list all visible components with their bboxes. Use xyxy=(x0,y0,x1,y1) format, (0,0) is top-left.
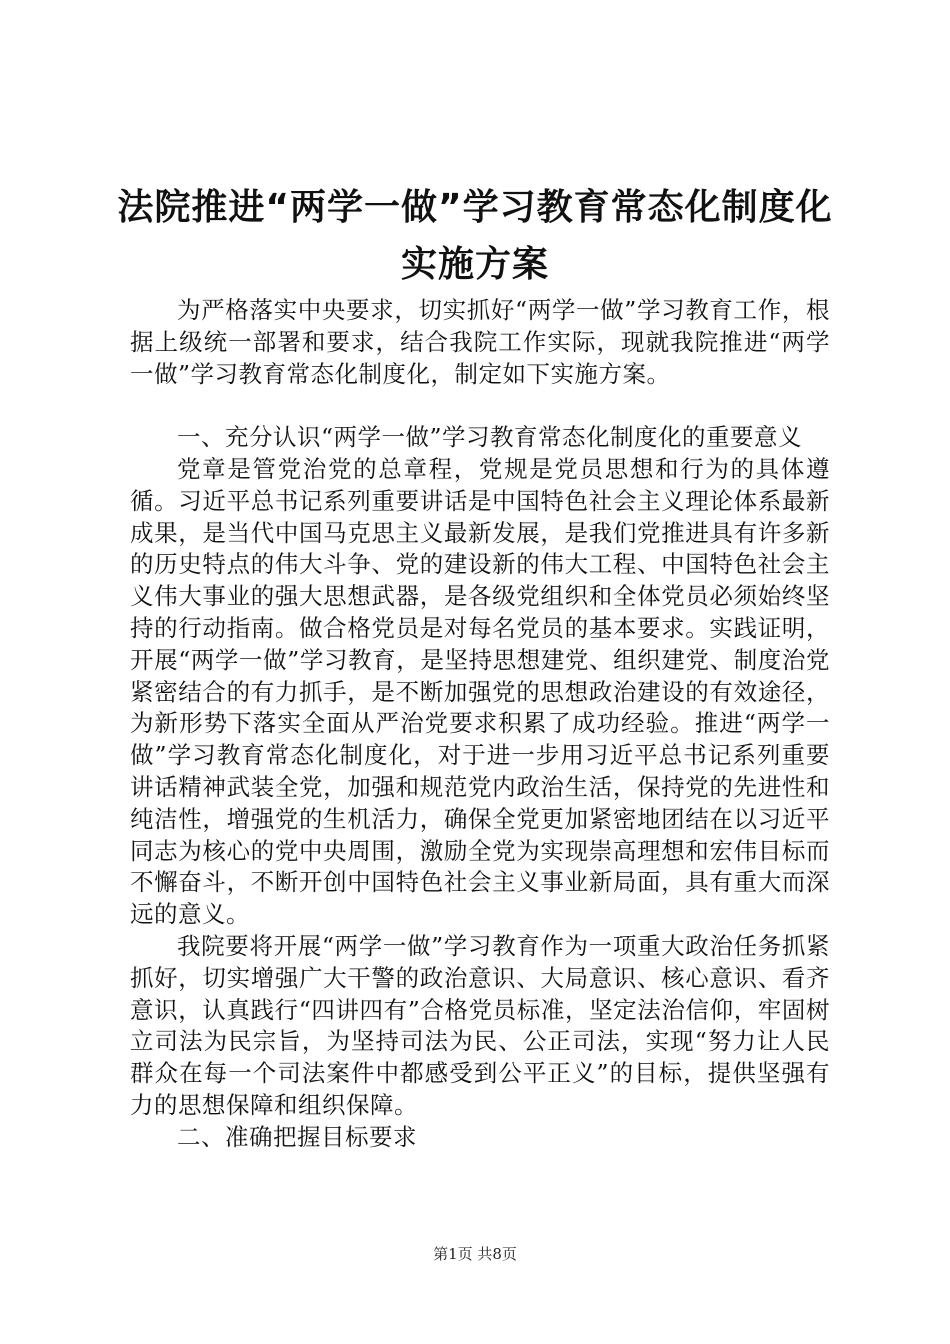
page-number-footer: 第1页 共8页 xyxy=(433,1245,517,1263)
body-paragraph: 我院要将开展“两学一做”学习教育作为一项重大政治任务抓紧抓好，切实增强广大干警的政治意识、大局意识、核心意识、看齐意识，认真践行“四讲四有”合格党员标准，坚定法治信仰，牢固树立司法为民宗旨，为坚持司法为民、公正司法，实现“努力让人民群众在每一个司法案件中都感受到公平正义”的目标，提供坚强有力的思想保障和组织保障。 xyxy=(130,931,830,1119)
document-title-line-2: 实施方案 xyxy=(400,244,549,285)
intro-paragraph: 为严格落实中央要求，切实抓好“两学一做”学习教育工作，根据上级统一部署和要求，结合我院工作实际，现就我院推进“两学一做”学习教育常态化制度化，制定如下实施方案。 xyxy=(130,296,830,388)
document-body xyxy=(130,295,830,1154)
section-heading-2: 二、准确把握目标要求 xyxy=(177,1122,417,1151)
body-paragraph: 党章是管党治党的总章程，党规是党员思想和行为的具体遵循。习近平总书记系列重要讲话是中国特色社会主义理论体系最新成果，是当代中国马克思主义最新发展，是我们党推进具有许多新的历史特点的伟大斗争、党的建设新的伟大工程、中国特色社会主义伟大事业的强大思想武器，是各级党组织和全体党员必须始终坚持的行动指南。做合格党员是对每名党员的基本要求。实践证明，开展“两学一做”学习教育，是坚持思想建党、组织建党、制度治党紧密结合的有力抓手，是不断加强党的思想政治建设的有效途径，为新形势下落实全面从严治党要求积累了成功经验。推进“两学一做”学习教育常态化制度化，对于进一步用习近平总书记系列重要讲话精神武装全党，加强和规范党内政治生活，保持党的先进性和纯洁性，增强党的生机活力，确保全党更加紧密地团结在以习近平同志为核心的党中央周围，激励全党为实现崇高理想和宏伟目标而不懈奋斗，不断开创中国特色社会主义事业新局面，具有重大而深远的意义。 xyxy=(130,454,830,929)
section-heading-1: 一、充分认识“两学一做”学习教育常态化制度化的重要意义 xyxy=(177,423,803,452)
document-title-line-1: 法院推进“两学一做”学习教育常态化制度化 xyxy=(117,187,833,228)
